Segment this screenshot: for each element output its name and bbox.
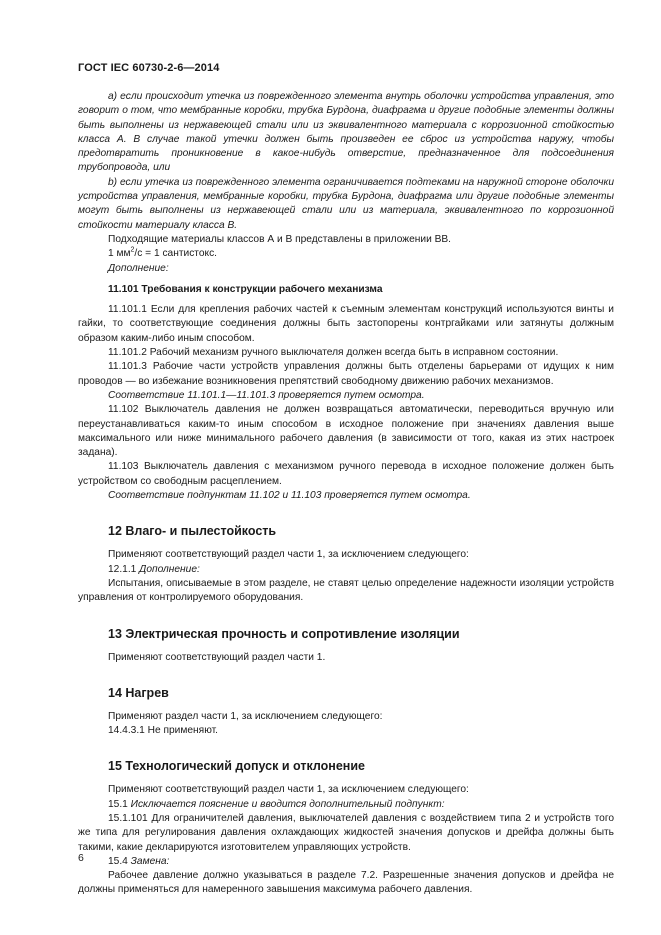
section-13-paragraph-1: Применяют соответствующий раздел части 1. bbox=[108, 651, 326, 663]
paragraph-a: a) если происходит утечка из поврежденного элемента внутрь оболочки устройства управления, это говорит о том, что мембранные коробки, трубка Бурдона, диафрагма и другие подобные элементы должны быть выполнены из нержавеющей стали или из эквивалентного материала с коррозионной стойкостью класса А. В случае такой утечки должен быть произведен ее сброс из устройства наружу, чтобы предотвратить проникновение в какое-нибудь отверстие, предназначенное для подсоединения трубопровода, или bbox=[78, 91, 614, 174]
paragraph-11-101-3: 11.101.3 Рабочие части устройств управления должны быть отделены барьерами от идущих к ним проводов — во избежание возникновения препятствий свободному движению рабочих механизмов. bbox=[78, 361, 614, 387]
paragraph-unit bbox=[78, 247, 614, 261]
section-12-paragraph-3: Испытания, описываемые в этом разделе, не ставят целью определение надежности изоляции устройств управления от контролируемого оборудования. bbox=[78, 577, 614, 604]
paragraph-addition: Дополнение: bbox=[108, 262, 169, 274]
section-14-paragraph-1: Применяют раздел части 1, за исключением следующего: bbox=[108, 710, 383, 722]
paragraph-materials: Подходящие материалы классов А и В представлены в приложении ВВ. bbox=[108, 233, 452, 245]
section-15-paragraph-3: 15.1.101 Для ограничителей давления, выключателей давления с воздействием типа 2 и устройств того же типа для регулирования давления охлаждающих жидкостей значения допусков и дрейфа должны быть такими, какие декларируются изготовителем управляющих устройств. bbox=[78, 812, 614, 853]
section-heading-15: 15 Технологический допуск и отклонение bbox=[108, 759, 365, 774]
unit-text-b: /с = 1 сантистокс. bbox=[134, 248, 218, 260]
section-12-clause-number: 12.1.1 bbox=[108, 563, 140, 575]
document-body bbox=[78, 90, 614, 898]
page-number: 6 bbox=[78, 852, 84, 864]
section-15-clause-number: 15.1 bbox=[108, 798, 131, 810]
paragraph-compliance-1: Соответствие 11.101.1—11.101.3 проверяется путем осмотра. bbox=[108, 389, 425, 401]
section-14-paragraph-2: 14.4.3.1 Не применяют. bbox=[108, 725, 218, 737]
section-15-4-number: 15.4 bbox=[108, 855, 131, 867]
section-15-clause-label: Исключается пояснение и вводится дополнительный подпункт: bbox=[130, 798, 445, 810]
section-15-paragraph-1: Применяют соответствующий раздел части 1, за исключением следующего: bbox=[108, 784, 469, 796]
section-15-paragraph-2 bbox=[78, 798, 614, 812]
paragraph-compliance-2: Соответствие подпунктам 11.102 и 11.103 проверяется путем осмотра. bbox=[108, 490, 471, 502]
section-12-paragraph-2 bbox=[78, 563, 614, 577]
subsection-heading-11-101: 11.101 Требования к конструкции рабочего механизма bbox=[108, 283, 383, 295]
section-12-paragraph-1: Применяют соответствующий раздел части 1, за исключением следующего: bbox=[108, 549, 469, 561]
paragraph-11-101-2: 11.101.2 Рабочий механизм ручного выключателя должен всегда быть в исправном состоянии. bbox=[108, 347, 559, 359]
section-heading-14: 14 Нагрев bbox=[108, 685, 169, 700]
paragraph-b: b) если утечка из поврежденного элемента ограничивается подтеками на наружной стороне оболочки устройства управления, мембранные коробки, трубка Бурдона, диафрагма или другие подобные элементы могут быть выполнены из нержавеющей стали или из материала, эквивалентного по коррозионной стойкости материалу класса В. bbox=[78, 176, 614, 231]
paragraph-11-102: 11.102 Выключатель давления не должен возвращаться автоматически, переводиться вручную или переустанавливаться каким-то иным способом в исходное положение при значениях давления выше максимального или ниже минимального рабочего давления (в зависимости от того, какая из этих настроек задана). bbox=[78, 404, 614, 459]
section-heading-13: 13 Электрическая прочность и сопротивление изоляции bbox=[108, 626, 460, 641]
section-15-paragraph-5: Рабочее давление должно указываться в разделе 7.2. Разрешенные значения допусков и дрейфа не должны применяться для намеренного завышения максимума рабочего давления. bbox=[78, 870, 614, 896]
unit-text-a: 1 мм bbox=[108, 248, 131, 260]
section-heading-12: 12 Влаго- и пылестойкость bbox=[108, 524, 277, 539]
document-header: ГОСТ IEC 60730-2-6—2014 bbox=[78, 62, 220, 74]
section-12-clause-label: Дополнение: bbox=[139, 563, 200, 575]
section-15-paragraph-4 bbox=[78, 855, 614, 869]
paragraph-11-103: 11.103 Выключатель давления с механизмом ручного перевода в исходное положение должен быть устройством со свободным расцеплением. bbox=[78, 461, 614, 487]
paragraph-11-101-1: 11.101.1 Если для крепления рабочих частей к съемным элементам конструкций используются винты и гайки, то соответствующие соединения должны быть застопорены контргайками или затянуты должным образом каким-либо иным способом. bbox=[78, 304, 614, 344]
unit-superscript: 2 bbox=[130, 246, 135, 254]
section-15-4-label: Замена: bbox=[130, 855, 170, 867]
